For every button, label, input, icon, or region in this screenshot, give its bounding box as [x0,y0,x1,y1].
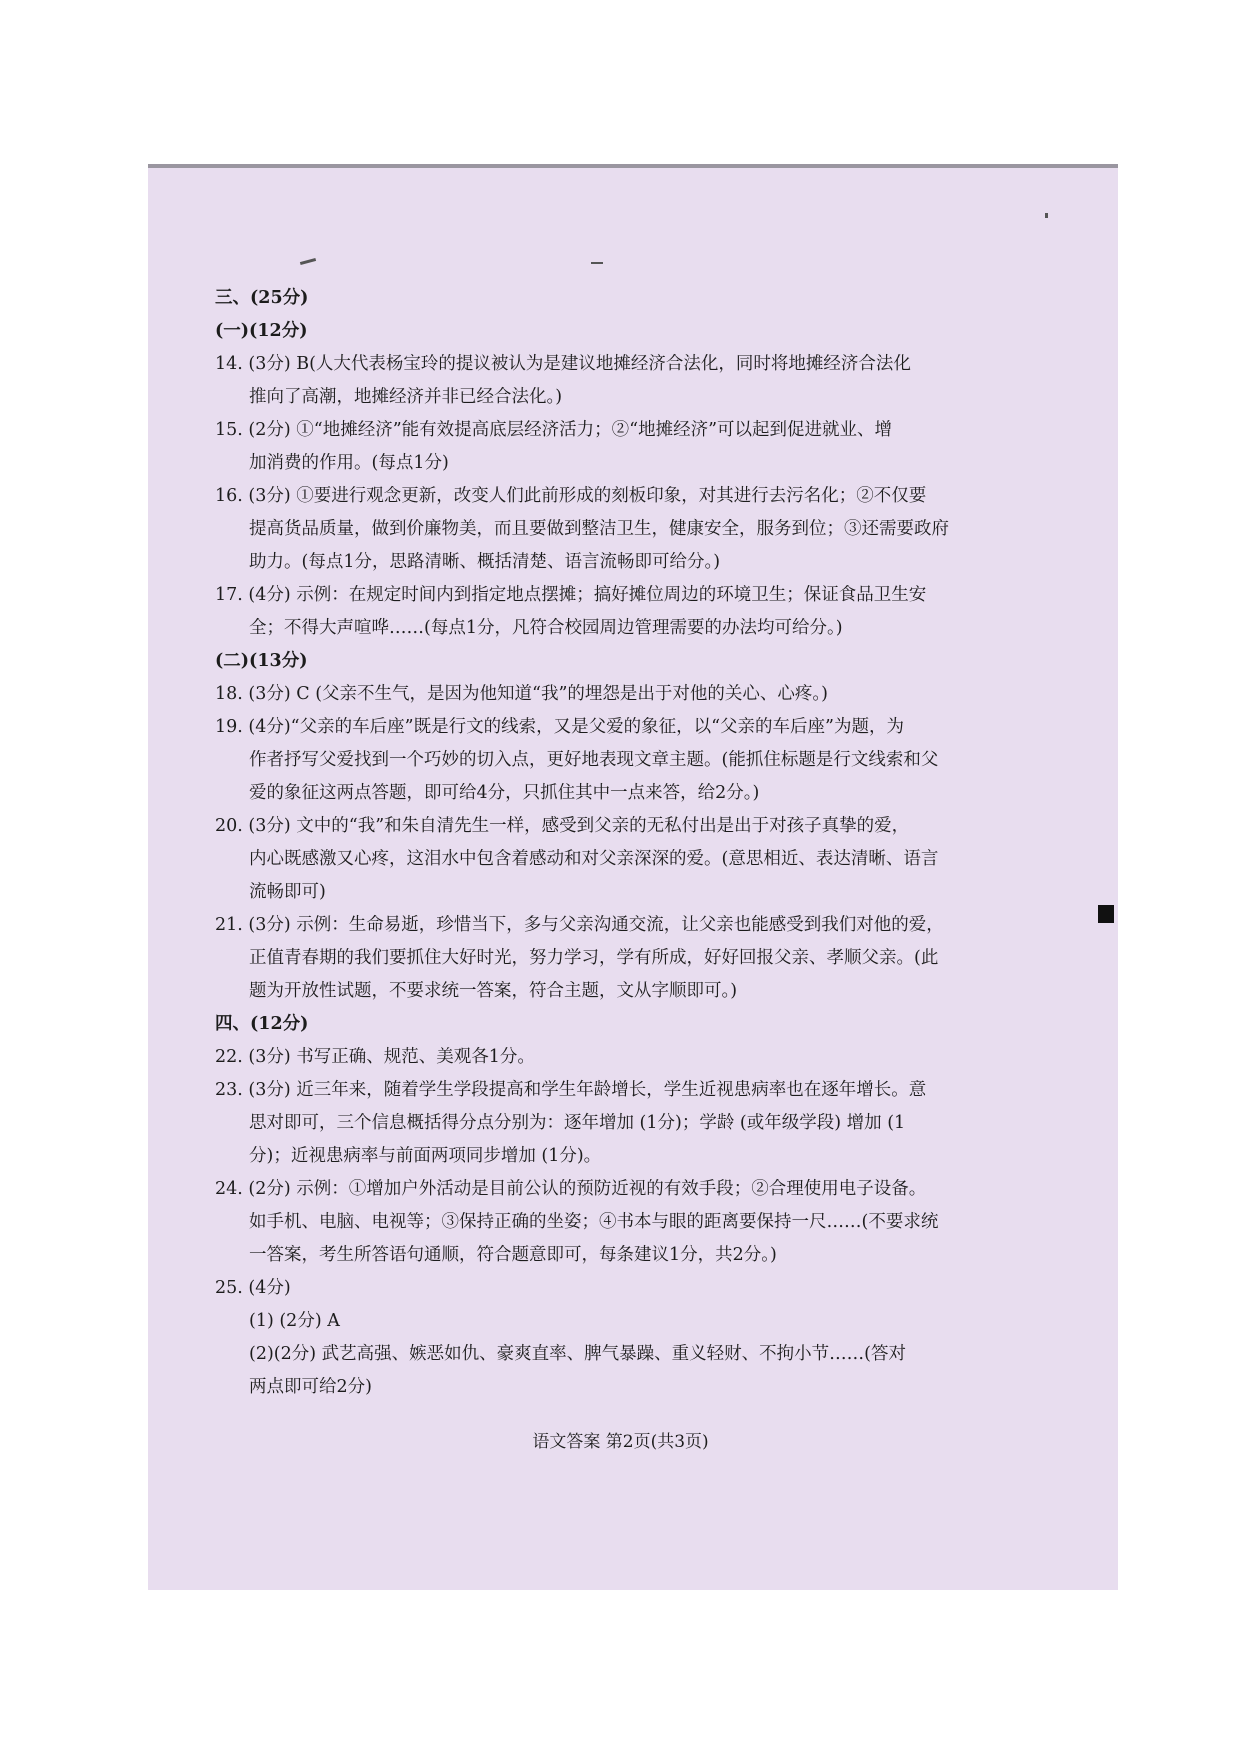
answer-19: 19. (4分)“父亲的车后座”既是行文的线索，又是父爱的象征，以“父亲的车后座”为题，为 作者抒写父爱找到一个巧妙的切入点，更好地表现文章主题。(能抓住标题是行文线索和父 爱的象征这两点答题，即可给4分，只抓住其中一点来答，给2分。) [215,717,939,803]
answer-25: 25. (4分) [215,1278,291,1298]
answer-14: 14. (3分) B(人大代表杨宝玲的提议被认为是建议地摊经济合法化，同时将地摊经济合法化 推向了高潮，地摊经济并非已经合法化。) [215,354,911,407]
section-3-header: 三、(25分) [215,288,309,308]
answer-16: 16. (3分) ①要进行观念更新，改变人们此前形成的刻板印象，对其进行去污名化；②不仅要 提高货品质量，做到价廉物美，而且要做到整洁卫生，健康安全，服务到位；③还需要政府 助力。(每点1分，思路清晰、概括清楚、语言流畅即可给分。) [215,486,949,572]
scan-speck [591,262,603,264]
answer-22: 22. (3分) 书写正确、规范、美观各1分。 [215,1047,535,1067]
answer-18: 18. (3分) C (父亲不生气，是因为他知道“我”的埋怨是出于对他的关心、心疼。) [215,684,828,704]
answer-17: 17. (4分) 示例：在规定时间内到指定地点摆摊；搞好摊位周边的环境卫生；保证食品卫生安 全；不得大声喧哗……(每点1分，凡符合校园周边管理需要的办法均可给分。) [215,585,927,638]
answer-15: 15. (2分) ①“地摊经济”能有效提高底层经济活力；②“地摊经济”可以起到促进就业、增 加消费的作用。(每点1分) [215,420,893,473]
answer-24: 24. (2分) 示例：①增加户外活动是目前公认的预防近视的有效手段；②合理使用电子设备。 如手机、电脑、电视等；③保持正确的坐姿；④书本与眼的距离要保持一尺……(不要求统 一答案，考生所答语句通顺，符合题意即可，每条建议1分，共2分。) [215,1179,939,1265]
section-4-header: 四、(12分) [215,1014,309,1034]
answer-20: 20. (3分) 文中的“我”和朱自清先生一样，感受到父亲的无私付出是出于对孩子真挚的爱， 内心既感激又心疼，这泪水中包含着感动和对父亲深深的爱。(意思相近、表达清晰、语言 流畅即可) [215,816,939,902]
answer-25-1: (1) (2分) A [249,1311,340,1331]
answer-key-content [215,282,1015,1404]
scan-speck [1045,213,1048,218]
section-3-part-1-header: (一)(12分) [215,321,308,341]
section-3-part-2-header: (二)(13分) [215,651,308,671]
scan-registration-mark [1098,905,1114,923]
answer-21: 21. (3分) 示例：生命易逝，珍惜当下，多与父亲沟通交流，让父亲也能感受到我们对他的爱， 正值青春期的我们要抓住大好时光，努力学习，学有所成，好好回报父亲、孝顺父亲。(此 题为开放性试题，不要求统一答案，符合主题，文从字顺即可。) [215,915,944,1001]
answer-25-2: (2)(2分) 武艺高强、嫉恶如仇、豪爽直率、脾气暴躁、重义轻财、不拘小节……(答对 两点即可给2分) [249,1344,906,1397]
answer-23: 23. (3分) 近三年来，随着学生学段提高和学生年龄增长，学生近视患病率也在逐年增长。意 思对即可，三个信息概括得分点分别为：逐年增加 (1分)；学龄 (或年级学段) 增加 (1 分)；近视患病率与前面两项同步增加 (1分)。 [215,1080,927,1166]
page-footer: 语文答案 第2页(共3页) [532,1432,709,1452]
